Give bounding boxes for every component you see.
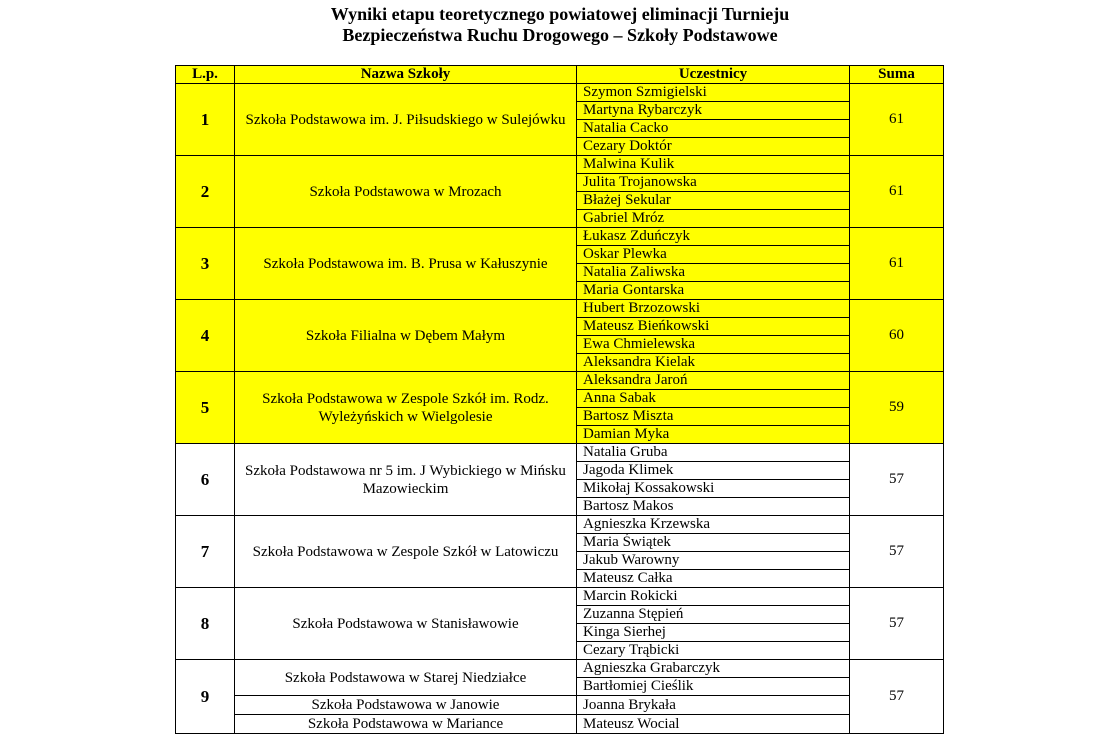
score-sum: 60 [850,300,944,372]
participant-name: Kinga Sierhej [577,624,850,642]
participant-name: Agnieszka Krzewska [577,516,850,534]
participant-name: Damian Myka [577,426,850,444]
school-name: Szkoła Podstawowa im. B. Prusa w Kałuszynie [235,228,577,300]
school-name: Szkoła Podstawowa w Starej Niedziałce [235,660,577,696]
participant-name: Martyna Rybarczyk [577,102,850,120]
score-sum: 57 [850,444,944,516]
participant-name: Aleksandra Jaroń [577,372,850,390]
table-row [176,156,944,174]
participant-name: Oskar Plewka [577,246,850,264]
score-sum: 61 [850,228,944,300]
score-sum: 59 [850,372,944,444]
table-row [176,300,944,318]
participant-name: Jakub Warowny [577,552,850,570]
score-sum: 61 [850,84,944,156]
table-row [176,696,944,715]
participant-name: Mateusz Wocial [577,715,850,734]
participant-name: Bartosz Miszta [577,408,850,426]
row-number: 2 [176,156,235,228]
participant-name: Joanna Brykała [577,696,850,715]
participant-name: Bartosz Makos [577,498,850,516]
table-body [176,84,944,734]
participant-name: Natalia Gruba [577,444,850,462]
title-line-2: Bezpieczeństwa Ruchu Drogowego – Szkoły Podstawowe [342,25,778,45]
participant-name: Marcin Rokicki [577,588,850,606]
row-number: 1 [176,84,235,156]
table-row [176,372,944,390]
table-row [176,444,944,462]
school-name: Szkoła Podstawowa w Mrozach [235,156,577,228]
school-name: Szkoła Podstawowa w Zespole Szkół im. Rodz. Wyleżyńskich w Wielgolesie [235,372,577,444]
participant-name: Hubert Brzozowski [577,300,850,318]
row-number: 4 [176,300,235,372]
participant-name: Mateusz Całka [577,570,850,588]
row-number: 7 [176,516,235,588]
row-number: 9 [176,660,235,734]
participant-name: Błażej Sekular [577,192,850,210]
participant-name: Aleksandra Kielak [577,354,850,372]
participant-name: Natalia Cacko [577,120,850,138]
participant-name: Cezary Trąbicki [577,642,850,660]
header-sum: Suma [850,66,944,84]
header-row [176,66,944,84]
header-school: Nazwa Szkoły [235,66,577,84]
table-row [176,84,944,102]
participant-name: Szymon Szmigielski [577,84,850,102]
participant-name: Mikołaj Kossakowski [577,480,850,498]
title-line-1: Wyniki etapu teoretycznego powiatowej eliminacji Turnieju [330,4,790,24]
score-sum: 57 [850,588,944,660]
row-number: 6 [176,444,235,516]
participant-name: Ewa Chmielewska [577,336,850,354]
school-name: Szkoła Podstawowa w Zespole Szkół w Latowiczu [235,516,577,588]
header-lp: L.p. [176,66,235,84]
row-number: 3 [176,228,235,300]
participant-name: Malwina Kulik [577,156,850,174]
participant-name: Maria Gontarska [577,282,850,300]
participant-name: Agnieszka Grabarczyk [577,660,850,678]
school-name: Szkoła Podstawowa w Janowie [235,696,577,715]
results-table [175,65,944,734]
table-row [176,715,944,734]
participant-name: Mateusz Bieńkowski [577,318,850,336]
participant-name: Maria Świątek [577,534,850,552]
participant-name: Cezary Doktór [577,138,850,156]
participant-name: Bartłomiej Cieślik [577,678,850,696]
participant-name: Julita Trojanowska [577,174,850,192]
row-number: 5 [176,372,235,444]
school-name: Szkoła Podstawowa im. J. Piłsudskiego w Sulejówku [235,84,577,156]
participant-name: Gabriel Mróz [577,210,850,228]
header-participants: Uczestnicy [577,66,850,84]
score-sum: 61 [850,156,944,228]
score-sum: 57 [850,516,944,588]
school-name: Szkoła Podstawowa w Mariance [235,715,577,734]
school-name: Szkoła Podstawowa nr 5 im. J Wybickiego w Mińsku Mazowieckim [235,444,577,516]
table-row [176,228,944,246]
participant-name: Jagoda Klimek [577,462,850,480]
document-title [0,4,1120,46]
participant-name: Natalia Zaliwska [577,264,850,282]
school-name: Szkoła Podstawowa w Stanisławowie [235,588,577,660]
table-row [176,588,944,606]
score-sum: 57 [850,660,944,734]
school-name: Szkoła Filialna w Dębem Małym [235,300,577,372]
participant-name: Łukasz Zduńczyk [577,228,850,246]
table-row [176,660,944,678]
table-row [176,516,944,534]
participant-name: Anna Sabak [577,390,850,408]
row-number: 8 [176,588,235,660]
participant-name: Zuzanna Stępień [577,606,850,624]
